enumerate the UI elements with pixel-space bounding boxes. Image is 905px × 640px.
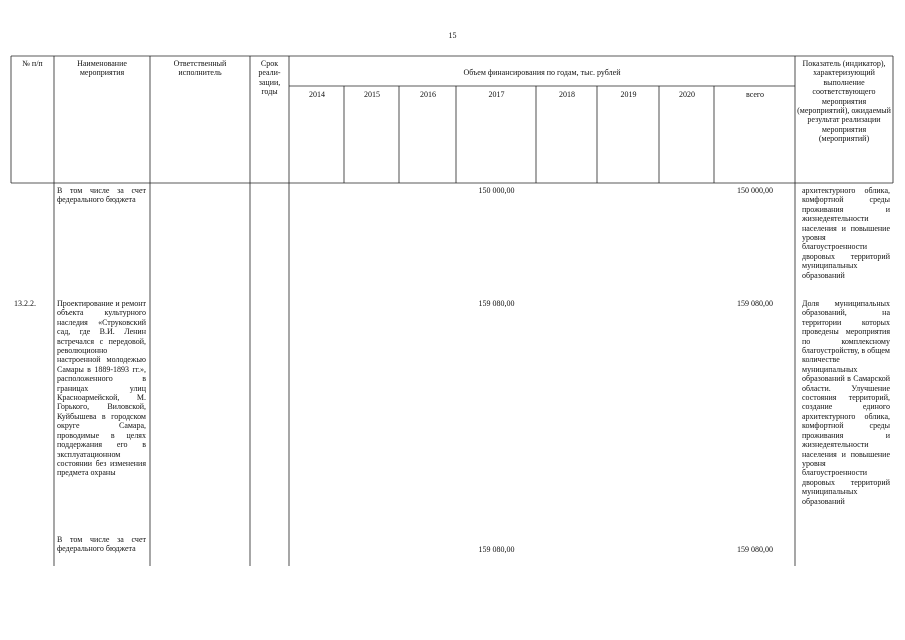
row-value-2017: 150 000,00 [478,186,515,195]
row-name: В том числе за счет федерального бюджета [57,186,146,205]
row-value-2017: 159 080,00 [478,299,515,308]
row-value-total: 150 000,00 [737,186,773,195]
row-value-total: 159 080,00 [737,545,773,554]
row-num: 13.2.2. [14,299,36,308]
page-number: 15 [448,31,457,40]
header-name: Наименование мероприятия [77,59,127,78]
header-indicator: Показатель (индикатор), характеризующий выполнение соответствующего мероприятия (мероприятий), ожидаемый результат реализации мероприятия (мероприятий) [797,59,891,144]
row-value-total: 159 080,00 [737,299,773,308]
header-year: 2015 [364,90,380,99]
header-year-total: всего [745,90,764,99]
header-term: Срок реали-зации, годы [258,59,281,97]
header-year: 2018 [559,90,575,99]
row-name: Проектирование и ремонт объекта культурного наследия «Струковский сад, где В.И. Ленин встречался с передовой, революционно настроенной молодежью Самары в 1889-1893 гг.», расположенного в границах улиц Красноармейской, М. Горького, Виловской, Куйбышева в городском округе Самара, проводимые в целях поддержания его в эксплуатационном состоянии без изменения предмета охраны [57,299,146,478]
row-indicator: Доля муниципальных образований, на территории которых проведены мероприятия по комплексному благоустройству, в общем количестве муниципальных образований в Самарской области. Улучшение состояния территорий, создание единого архитектурного облика, комфортной среды проживания и жизнедеятельности населения и повышение уровня благоустроенности дворовых территорий муниципальных образований [802,299,890,506]
row-value-2017: 159 080,00 [478,545,515,554]
header-executor: Ответственный исполнитель [173,59,227,78]
header-year: 2020 [679,90,695,99]
row-indicator: архитектурного облика, комфортной среды проживания и жизнедеятельности населения и повышение уровня благоустроенности дворовых территорий муниципальных образований [802,186,890,280]
header-year: 2017 [488,90,505,99]
header-funding: Объем финансирования по годам, тыс. рублей [463,68,621,77]
header-year: 2016 [420,90,436,99]
row-name: В том числе за счет федерального бюджета [57,535,146,554]
header-year: 2019 [620,90,637,99]
header-year: 2014 [309,90,325,99]
header-num: № п/п [22,59,43,68]
